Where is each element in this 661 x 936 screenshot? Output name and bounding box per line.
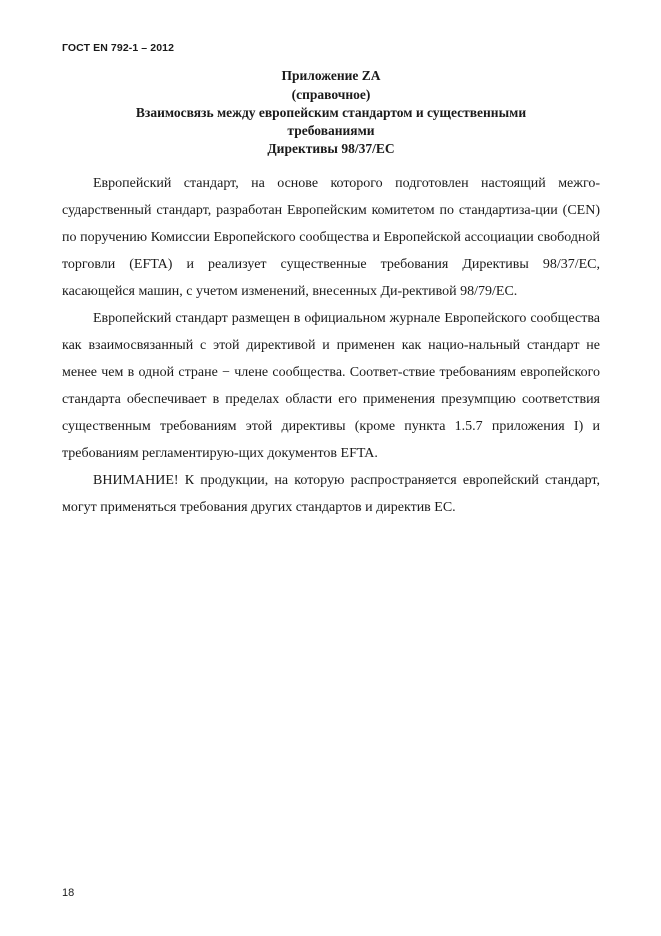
document-code: ГОСТ EN 792-1 – 2012 [62,42,175,54]
page-number: 18 [62,887,75,899]
appendix-label: Приложение ZA [281,68,381,83]
paragraph-3: ВНИМАНИЕ! К продукции, на которую распространяется европейский стандарт, могут применяться требования других стандартов и директив ЕС. [62,473,600,515]
body-text [62,170,600,521]
appendix-title-line-1: Взаимосвязь между европейским стандартом и существенными [135,105,527,120]
appendix-title-line-2: требованиями [287,123,375,138]
paragraph-2: Европейский стандарт размещен в официальном журнале Европейского сообщества как взаимосвязанный с этой директивой и применен как нацио-нальный стандарт не менее чем в одной стране − члене сообщества. Соответ-ствие требованиям европейского стандарта обеспечивает в пределах области его применения презумпцию соответствия существенным требованиям этой директивы (кроме пункта 1.5.7 приложения I) и требованиям регламентирую-щих документов EFTA. [62,311,600,461]
appendix-type: (справочное) [291,87,371,102]
paragraph-1: Европейский стандарт, на основе которого подготовлен настоящий межго-сударственный стандарт, разработан Европейским комитетом по стандартиза-ции (CEN) по поручению Комиссии Европейского сообщества и Европейской ассоциации свободной торговли (EFTA) и реализует существенные требования Директивы 98/37/ЕС, касающейся машин, с учетом изменений, внесенных Ди-рективой 98/79/ЕС. [62,176,600,299]
appendix-title-line-3: Директивы 98/37/ЕС [267,141,395,156]
